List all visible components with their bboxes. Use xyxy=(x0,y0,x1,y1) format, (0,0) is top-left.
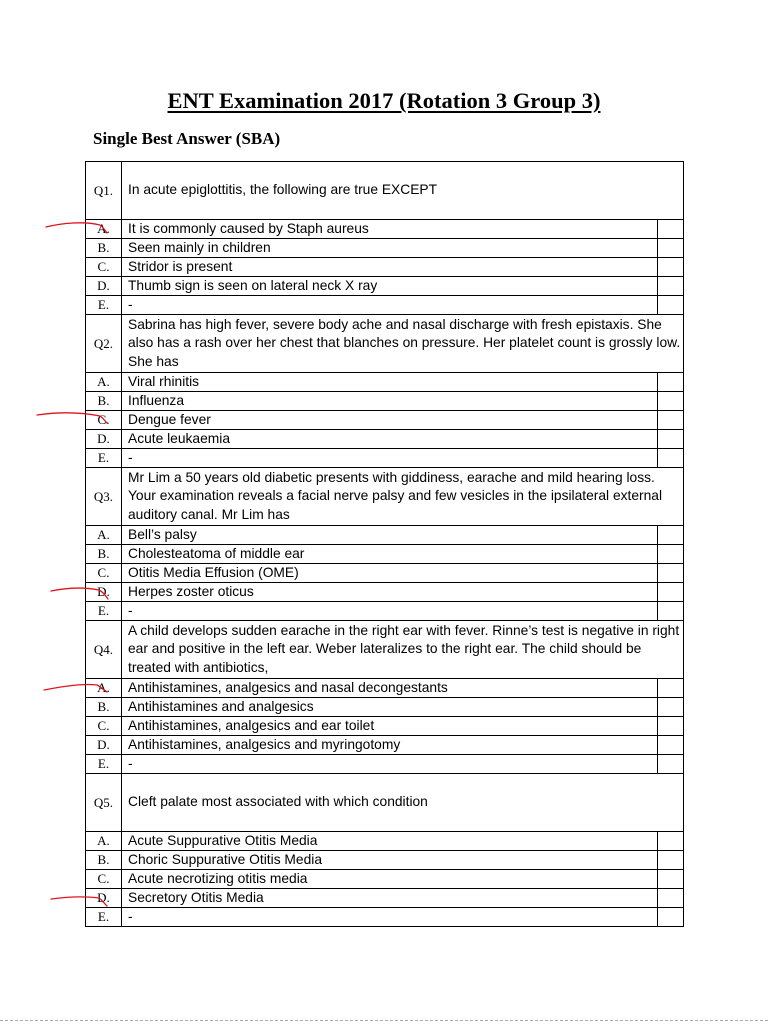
option-text: Acute necrotizing otitis media xyxy=(122,870,658,889)
option-letter: D. xyxy=(86,736,122,755)
sba-question-table xyxy=(85,161,684,927)
answer-option-row xyxy=(86,220,684,239)
question-number: Q1. xyxy=(86,162,122,220)
option-text: - xyxy=(122,449,658,468)
option-letter: C. xyxy=(86,258,122,277)
answer-box[interactable] xyxy=(658,545,684,564)
answer-option-row xyxy=(86,870,684,889)
question-row xyxy=(86,315,684,373)
option-text: Acute leukaemia xyxy=(122,430,658,449)
question-stem: A child develops sudden earache in the right ear with fever. Rinne’s test is negative in right ear and positive in the left ear. Weber lateralizes to the right ear. The child should be treated with antibiotics, xyxy=(122,621,684,679)
option-letter: D. xyxy=(86,583,122,602)
answer-box[interactable] xyxy=(658,908,684,927)
question-row xyxy=(86,774,684,832)
option-letter: C. xyxy=(86,411,122,430)
section-heading: Single Best Answer (SBA) xyxy=(93,129,281,148)
answer-box[interactable] xyxy=(658,430,684,449)
answer-option-row xyxy=(86,583,684,602)
option-text: Otitis Media Effusion (OME) xyxy=(122,564,658,583)
answer-option-row xyxy=(86,602,684,621)
page-boundary-line xyxy=(0,1020,768,1021)
answer-box[interactable] xyxy=(658,526,684,545)
answer-option-row xyxy=(86,373,684,392)
answer-box[interactable] xyxy=(658,755,684,774)
answer-option-row xyxy=(86,851,684,870)
option-letter: D. xyxy=(86,277,122,296)
option-text: It is commonly caused by Staph aureus xyxy=(122,220,658,239)
answer-box[interactable] xyxy=(658,889,684,908)
answer-box[interactable] xyxy=(658,239,684,258)
answer-box[interactable] xyxy=(658,564,684,583)
answer-option-row xyxy=(86,392,684,411)
option-letter: B. xyxy=(86,392,122,411)
option-text: Antihistamines, analgesics and myringotomy xyxy=(122,736,658,755)
answer-box[interactable] xyxy=(658,392,684,411)
answer-option-row xyxy=(86,698,684,717)
answer-box[interactable] xyxy=(658,277,684,296)
answer-option-row xyxy=(86,908,684,927)
option-text: - xyxy=(122,908,658,927)
option-letter: E. xyxy=(86,449,122,468)
answer-option-row xyxy=(86,430,684,449)
option-letter: A. xyxy=(86,679,122,698)
sba-question-table-body xyxy=(86,162,684,927)
option-letter: D. xyxy=(86,889,122,908)
answer-option-row xyxy=(86,411,684,430)
question-row xyxy=(86,162,684,220)
answer-box[interactable] xyxy=(658,679,684,698)
answer-option-row xyxy=(86,258,684,277)
option-text: - xyxy=(122,755,658,774)
option-text: Secretory Otitis Media xyxy=(122,889,658,908)
option-text: Influenza xyxy=(122,392,658,411)
question-row xyxy=(86,468,684,526)
answer-box[interactable] xyxy=(658,736,684,755)
answer-option-row xyxy=(86,755,684,774)
option-text: Herpes zoster oticus xyxy=(122,583,658,602)
answer-option-row xyxy=(86,277,684,296)
answer-box[interactable] xyxy=(658,296,684,315)
option-text: Choric Suppurative Otitis Media xyxy=(122,851,658,870)
question-number: Q2. xyxy=(86,315,122,373)
answer-option-row xyxy=(86,889,684,908)
answer-option-row xyxy=(86,717,684,736)
question-stem: Mr Lim a 50 years old diabetic presents with giddiness, earache and mild hearing loss. Your examination reveals a facial nerve palsy and few vesicles in the ipsilateral external auditory canal. Mr Lim has xyxy=(122,468,684,526)
answer-box[interactable] xyxy=(658,583,684,602)
answer-option-row xyxy=(86,832,684,851)
question-number: Q3. xyxy=(86,468,122,526)
option-text: Antihistamines, analgesics and nasal decongestants xyxy=(122,679,658,698)
answer-box[interactable] xyxy=(658,411,684,430)
option-letter: B. xyxy=(86,698,122,717)
option-letter: A. xyxy=(86,220,122,239)
answer-option-row xyxy=(86,449,684,468)
option-text: Seen mainly in children xyxy=(122,239,658,258)
document-title: ENT Examination 2017 (Rotation 3 Group 3) xyxy=(167,88,601,113)
answer-box[interactable] xyxy=(658,717,684,736)
question-stem: In acute epiglottitis, the following are true EXCEPT xyxy=(122,162,684,220)
answer-box[interactable] xyxy=(658,258,684,277)
answer-option-row xyxy=(86,736,684,755)
answer-option-row xyxy=(86,296,684,315)
question-stem: Sabrina has high fever, severe body ache and nasal discharge with fresh epistaxis. She also has a rash over her chest that blanches on pressure. Her platelet count is grossly low. She has xyxy=(122,315,684,373)
option-text: Thumb sign is seen on lateral neck X ray xyxy=(122,277,658,296)
option-letter: C. xyxy=(86,870,122,889)
option-letter: E. xyxy=(86,755,122,774)
option-letter: C. xyxy=(86,564,122,583)
answer-option-row xyxy=(86,564,684,583)
answer-option-row xyxy=(86,679,684,698)
option-text: - xyxy=(122,296,658,315)
option-text: Antihistamines, analgesics and ear toilet xyxy=(122,717,658,736)
option-letter: E. xyxy=(86,908,122,927)
option-letter: E. xyxy=(86,602,122,621)
option-text: Stridor is present xyxy=(122,258,658,277)
question-row xyxy=(86,621,684,679)
option-text: Acute Suppurative Otitis Media xyxy=(122,832,658,851)
option-text: Dengue fever xyxy=(122,411,658,430)
answer-option-row xyxy=(86,526,684,545)
option-text: Bell’s palsy xyxy=(122,526,658,545)
answer-box[interactable] xyxy=(658,698,684,717)
option-letter: E. xyxy=(86,296,122,315)
answer-box[interactable] xyxy=(658,870,684,889)
option-text: Cholesteatoma of middle ear xyxy=(122,545,658,564)
option-text: - xyxy=(122,602,658,621)
answer-box[interactable] xyxy=(658,851,684,870)
option-letter: C. xyxy=(86,717,122,736)
option-letter: D. xyxy=(86,430,122,449)
option-letter: B. xyxy=(86,239,122,258)
option-letter: A. xyxy=(86,832,122,851)
option-text: Antihistamines and analgesics xyxy=(122,698,658,717)
answer-box[interactable] xyxy=(658,220,684,239)
answer-box[interactable] xyxy=(658,449,684,468)
option-letter: A. xyxy=(86,373,122,392)
question-stem: Cleft palate most associated with which condition xyxy=(122,774,684,832)
answer-option-row xyxy=(86,239,684,258)
option-letter: A. xyxy=(86,526,122,545)
question-number: Q4. xyxy=(86,621,122,679)
option-letter: B. xyxy=(86,851,122,870)
option-text: Viral rhinitis xyxy=(122,373,658,392)
answer-option-row xyxy=(86,545,684,564)
answer-box[interactable] xyxy=(658,832,684,851)
answer-box[interactable] xyxy=(658,373,684,392)
option-letter: B. xyxy=(86,545,122,564)
answer-box[interactable] xyxy=(658,602,684,621)
question-number: Q5. xyxy=(86,774,122,832)
